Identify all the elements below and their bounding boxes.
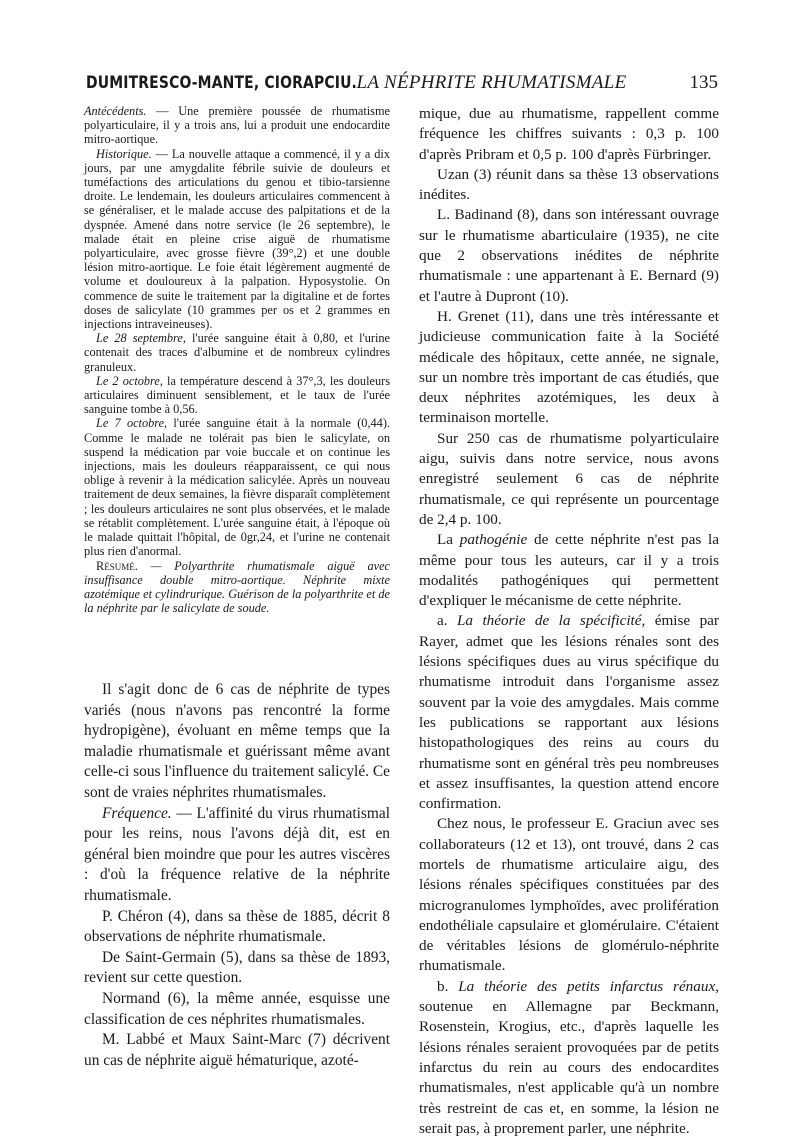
case-notes bbox=[84, 104, 390, 615]
oct7-date: Le 7 octobre, bbox=[96, 416, 168, 431]
paragraph-250-cases: Sur 250 cas de rhumatisme polyarticulaire aigu, suivis dans notre service, nous avons enregistré seulement 6 cas de néphrite rhumatismale, ce qui représente un pourcentage de 2,4 p. 100. bbox=[419, 429, 719, 528]
historique-paragraph bbox=[84, 147, 390, 332]
paragraph-frequence bbox=[84, 804, 390, 907]
paragraph-labbe: M. Labbé et Maux Saint-Marc (7) décrivent un cas de néphrite aiguë hématurique, azoté- bbox=[84, 1031, 390, 1069]
sep28-date: Le 28 septembre, bbox=[96, 331, 186, 346]
theory-a-prefix: a. bbox=[437, 612, 457, 630]
theory-b-prefix: b. bbox=[437, 977, 459, 995]
oct2-date: Le 2 octobre, bbox=[96, 373, 163, 388]
historique-text: — La nouvelle attaque a commencé, il y a dix jours, par une amygdalite fébrile suivie de douleurs et tuméfactions des articulations du genou et tibio-tarsienne droite. Le lendemain, les douleurs articulaires commencent à se généraliser, et le malade accuse des palpitations et de la dyspnée. Amené dans notre service (le 26 septembre), le malade était en pleine crise aiguë de rhumatisme polyarticulaire, avec grosse fièvre (39°,2) et une double lésion mitro-aortique. Le foie était légèrement augmenté de volume et douloureux à la palpation. Hyposystolie. On commence de suite le traitement par la digitaline et de fortes doses de salicylate (10 grammes per os et 2 grammes en injections intraveineuses). bbox=[84, 146, 390, 332]
sep28-text: l'urée sanguine était à 0,80, et l'urine contenait des traces d'albumine et de nombreux cylindres granuleux. bbox=[84, 331, 390, 374]
theory-b-text: soutenue en Allemagne par Beckmann, Rosenstein, Krogius, etc., d'après laquelle les lésions rénales seraient provoquées par de petits infarctus du rein au cours des endocardites rhumatismales, n'est applicable qu'à un nombre très restreint de cas et, en somme, la lésion ne serait pas, à proprement parler, une néphrite. bbox=[419, 998, 719, 1137]
paragraph-graciun: Chez nous, le professeur E. Graciun avec ses collaborateurs (12 et 13), ont trouvé, dans 2 cas mortels de rhumatisme articulaire aigu, des lésions rénales spécifiques constituées par des microgranulomes lymphoïdes, avec prolifération endothéliale capsulaire et glomérulaire. C'étaient de véritables lésions de glomérulo-néphrite rhumatismale. bbox=[419, 815, 719, 975]
paragraph-pathogenie bbox=[419, 530, 719, 611]
paragraph-badinand: L. Badinand (8), dans son intéressant ouvrage sur le rhumatisme abarticulaire (1935), ne cite que 2 observations inédites de néphrite rhumatismale : une appartenant à E. Bernard (9) et l'autre à Dupront (10). bbox=[419, 206, 719, 305]
frequence-text: — L'affinité du virus rhumatismal pour les reins, nous l'avons déjà dit, est en général bien moindre que pour les autres viscères : d'où la fréquence relative de la néphrite rhumatismale. bbox=[84, 804, 390, 904]
paragraph-cheron: P. Chéron (4), dans sa thèse de 1885, décrit 8 observations de néphrite rhumatismale. bbox=[84, 907, 390, 946]
antecedents-label: Antécédents. bbox=[84, 104, 147, 118]
antecedents-paragraph bbox=[84, 104, 390, 147]
header-title: LA NÉPHRITE RHUMATISMALE bbox=[356, 72, 627, 93]
oct2-text: la température descend à 37°,3, les douleurs articulaires diminuent sensiblement, et le taux de l'urée sanguine tombe à 0,56. bbox=[84, 373, 390, 417]
frequence-label: Fréquence. bbox=[102, 804, 172, 822]
header-authors: DUMITRESCO-MANTE, CIORAPCIU. bbox=[86, 73, 358, 93]
paragraph-normand: Normand (6), la même année, esquisse une classification de ces néphrites rhumatismales. bbox=[84, 989, 390, 1028]
oct2-paragraph bbox=[84, 374, 390, 417]
page-number: 135 bbox=[689, 72, 718, 93]
resume-label: Résumé. bbox=[96, 558, 138, 573]
resume-text: — Polyarthrite rhumatismale aiguë avec insuffisance double mitro-aortique. Néphrite mixte azotémique et cylindrurique. Guérison de la polyarthrite et de la néphrite par le salicylate de soude. bbox=[84, 558, 390, 616]
oct7-text: l'urée sanguine était à la normale (0,44). Comme le malade ne tolérait pas bien le salicylate, on suspend la médication par voie buccale et on continue les injections, mais les douleurs réapparaissent, ce qui nous oblige à revenir à la médication salicylée. Après un nouveau traitement de deux semaines, la fièvre disparaît complètement ; les douleurs articulaires ne sont plus observées, et le malade se rétablit complètement. L'urée sanguine était, à l'époque où le malade quittait l'hôpital, de 0gr,24, et l'urine ne contenait plus rien d'anormal. bbox=[84, 416, 390, 559]
oct7-paragraph bbox=[84, 416, 390, 558]
right-body-text bbox=[419, 104, 719, 1139]
left-body-text bbox=[84, 680, 390, 1071]
paragraph-theory-a bbox=[419, 611, 719, 814]
paragraph-saint-germain: De Saint-Germain (5), dans sa thèse de 1893, revient sur cette question. bbox=[84, 948, 390, 987]
resume-paragraph bbox=[84, 559, 390, 616]
sep28-paragraph bbox=[84, 331, 390, 374]
pathogenie-label: pathogénie bbox=[459, 531, 528, 549]
paragraph-continuation: mique, due au rhumatisme, rappellent comme fréquence les chiffres suivants : 0,3 p. 100 d'après Pribram et 0,5 p. 100 d'après Fürbringer. bbox=[419, 105, 719, 163]
pathogenie-prefix: La bbox=[437, 531, 460, 549]
paragraph-uzan: Uzan (3) réunit dans sa thèse 13 observations inédites. bbox=[419, 165, 719, 204]
paragraph-summary: Il s'agit donc de 6 cas de néphrite de types variés (nous n'avons pas rencontré la forme hydropigène), évoluant en même temps que la maladie rhumatismale et guérissant même avant celle-ci sous l'influence du traitement salicylé. Ce sont de vraies néphrites rhumatismales. bbox=[84, 681, 390, 801]
historique-label: Historique. bbox=[96, 146, 152, 161]
running-header bbox=[86, 72, 718, 100]
theory-a-label: La théorie de la spécificité, bbox=[456, 612, 646, 630]
paragraph-theory-b bbox=[419, 977, 719, 1139]
antecedents-text: — Une première poussée de rhumatisme polyarticulaire, il y a trois ans, lui a produit une endocardite mitro-aortique. bbox=[84, 104, 390, 147]
paragraph-grenet: H. Grenet (11), dans une très intéressante et judicieuse communication faite à la Société médicale des hôpitaux, cette année, ne signale, sur un nombre très important de cas étudiés, que deux néphrites azotémiques, les deux à terminaison mortelle. bbox=[419, 307, 719, 427]
theory-b-label: La théorie des petits infarctus rénaux, bbox=[458, 977, 720, 995]
theory-a-text: émise par Rayer, admet que les lésions rénales sont des lésions spécifiques dues au virus spécifique du rhumatisme introduit dans l'organisme assez souvent par la voie des amygdales. Mais comme les publications se rapportant aux lésions histopathologiques des reins au cours du rhumatisme sont en général très peu nombreuses et assez insuffisantes, la question attend encore confirmation. bbox=[419, 612, 719, 813]
pathogenie-text: de cette néphrite n'est pas la même pour tous les auteurs, car il y a trois modalités pathogéniques qui permettent d'expliquer le mécanisme de cette néphrite. bbox=[419, 531, 719, 610]
